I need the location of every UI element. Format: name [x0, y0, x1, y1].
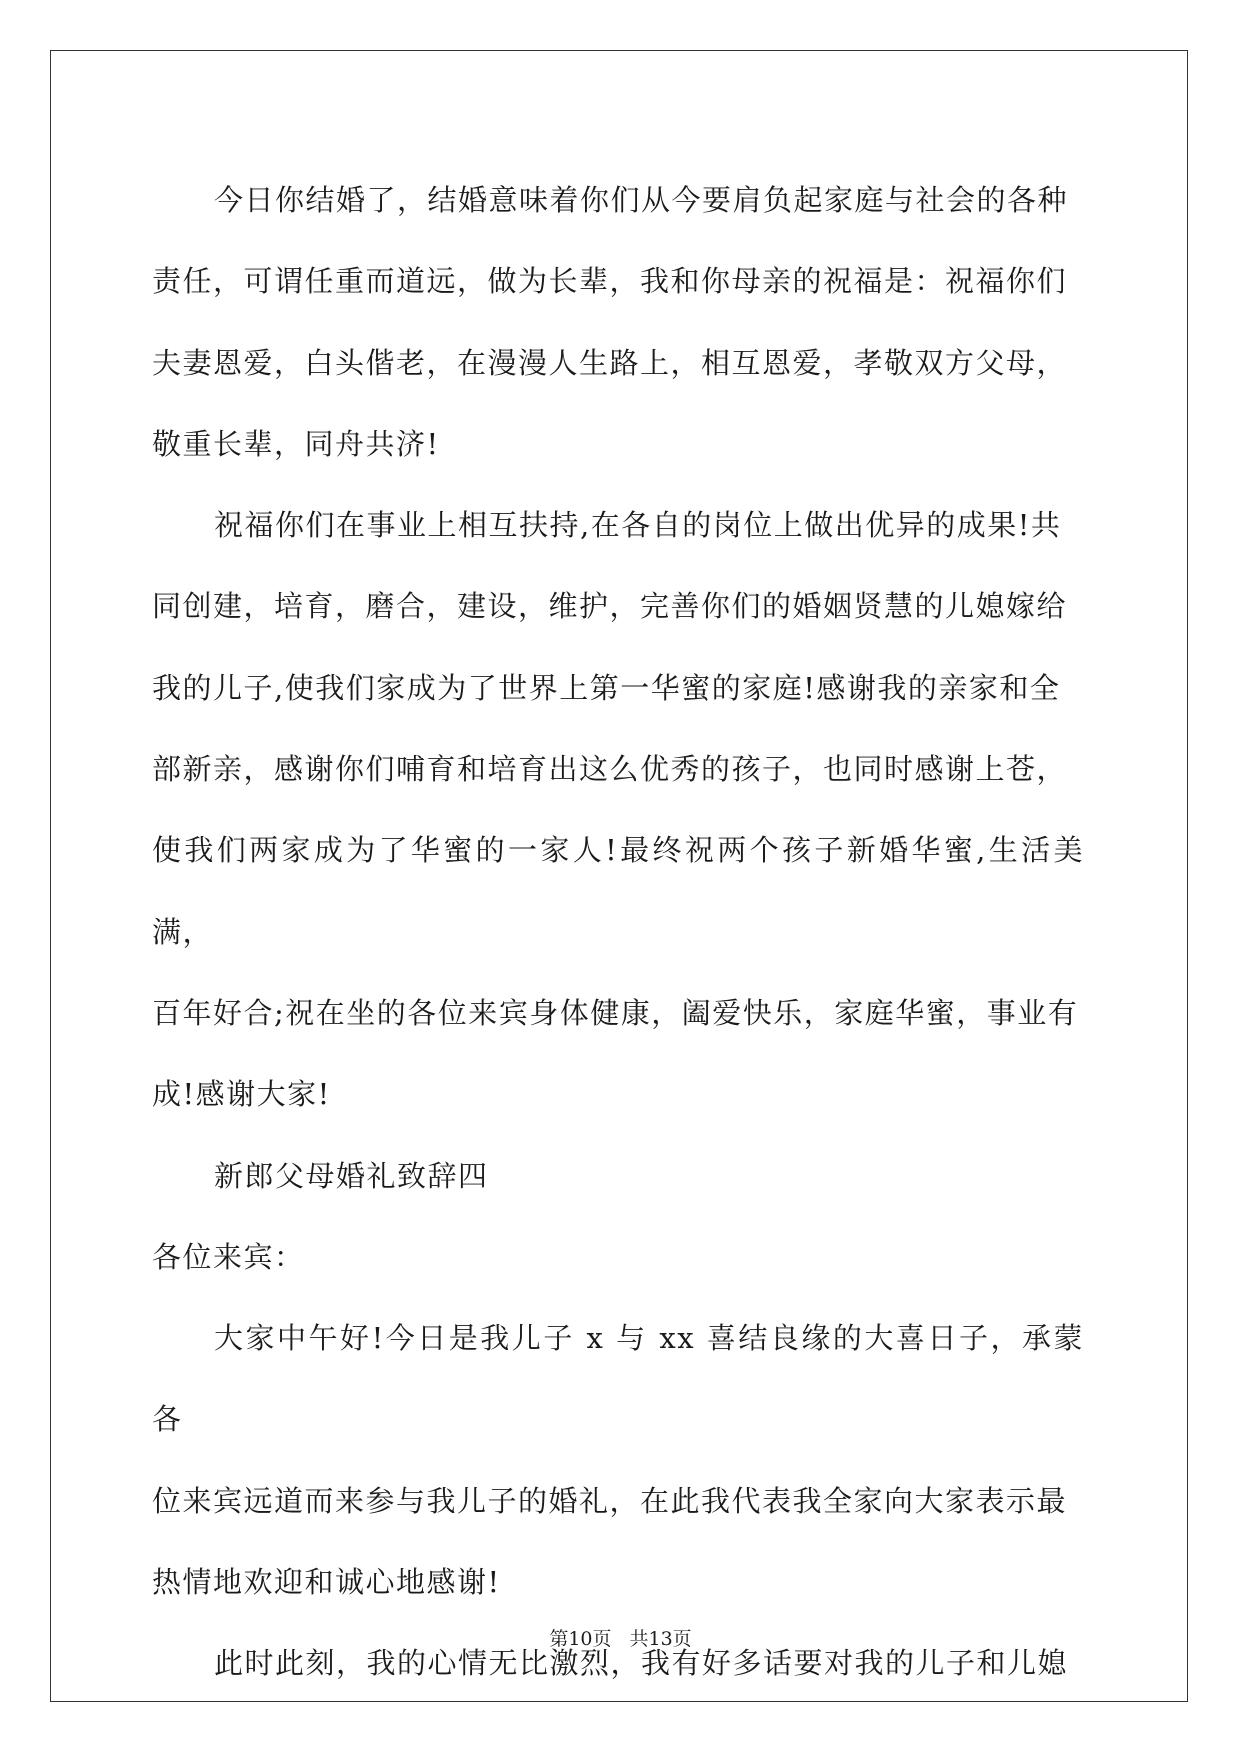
text-line: 敬重长辈，同舟共济!	[152, 426, 440, 461]
text-line: 我的儿子,使我们家成为了世界上第一华蜜的家庭!感谢我的亲家和全	[152, 670, 1061, 705]
text-line: 此时此刻，我的心情无比激烈，我有好多话要对我的儿子和儿媳	[214, 1646, 1069, 1681]
text-line: 祝福你们在事业上相互扶持,在各自的岗位上做出优异的成果!共	[214, 508, 1062, 543]
page-total: 共13页	[629, 1628, 692, 1650]
text-line: 位来宾远道而来参与我儿子的婚礼，在此我代表我全家向大家表示最	[152, 1483, 1068, 1518]
text-line: 部新亲，感谢你们哺育和培育出这么优秀的孩子，也同时感谢上苍，	[152, 752, 1068, 787]
text-line: 责任，可谓任重而道远，做为长辈，我和你母亲的祝福是：祝福你们	[152, 264, 1068, 299]
text-line: 成!感谢大家!	[152, 1077, 331, 1112]
salutation: 各位来宾：	[152, 1239, 305, 1274]
text-line: 今日你结婚了，结婚意味着你们从今要肩负起家庭与社会的各种	[214, 183, 1069, 217]
document-body	[152, 160, 1084, 1705]
text-line: 热情地欢迎和诚心地感谢!	[152, 1565, 501, 1600]
text-line: 使我们两家成为了华蜜的一家人!最终祝两个孩子新婚华蜜,生活美满，	[152, 833, 1084, 949]
page-number: 第10页	[549, 1628, 612, 1650]
text-line: 百年好合;祝在坐的各位来宾身体健康，阖爱快乐，家庭华蜜，事业有	[152, 995, 1079, 1030]
page-footer	[0, 1627, 1241, 1651]
text-line: 大家中午好!今日是我儿子 x 与 xx 喜结良缘的大喜日子，承蒙各	[152, 1321, 1084, 1437]
section-heading: 新郎父母婚礼致辞四	[214, 1158, 489, 1193]
text-line: 夫妻恩爱，白头偕老，在漫漫人生路上，相互恩爱，孝敬双方父母，	[152, 345, 1068, 380]
text-line: 同创建，培育，磨合，建设，维护，完善你们的婚姻贤慧的儿媳嫁给	[152, 589, 1068, 624]
